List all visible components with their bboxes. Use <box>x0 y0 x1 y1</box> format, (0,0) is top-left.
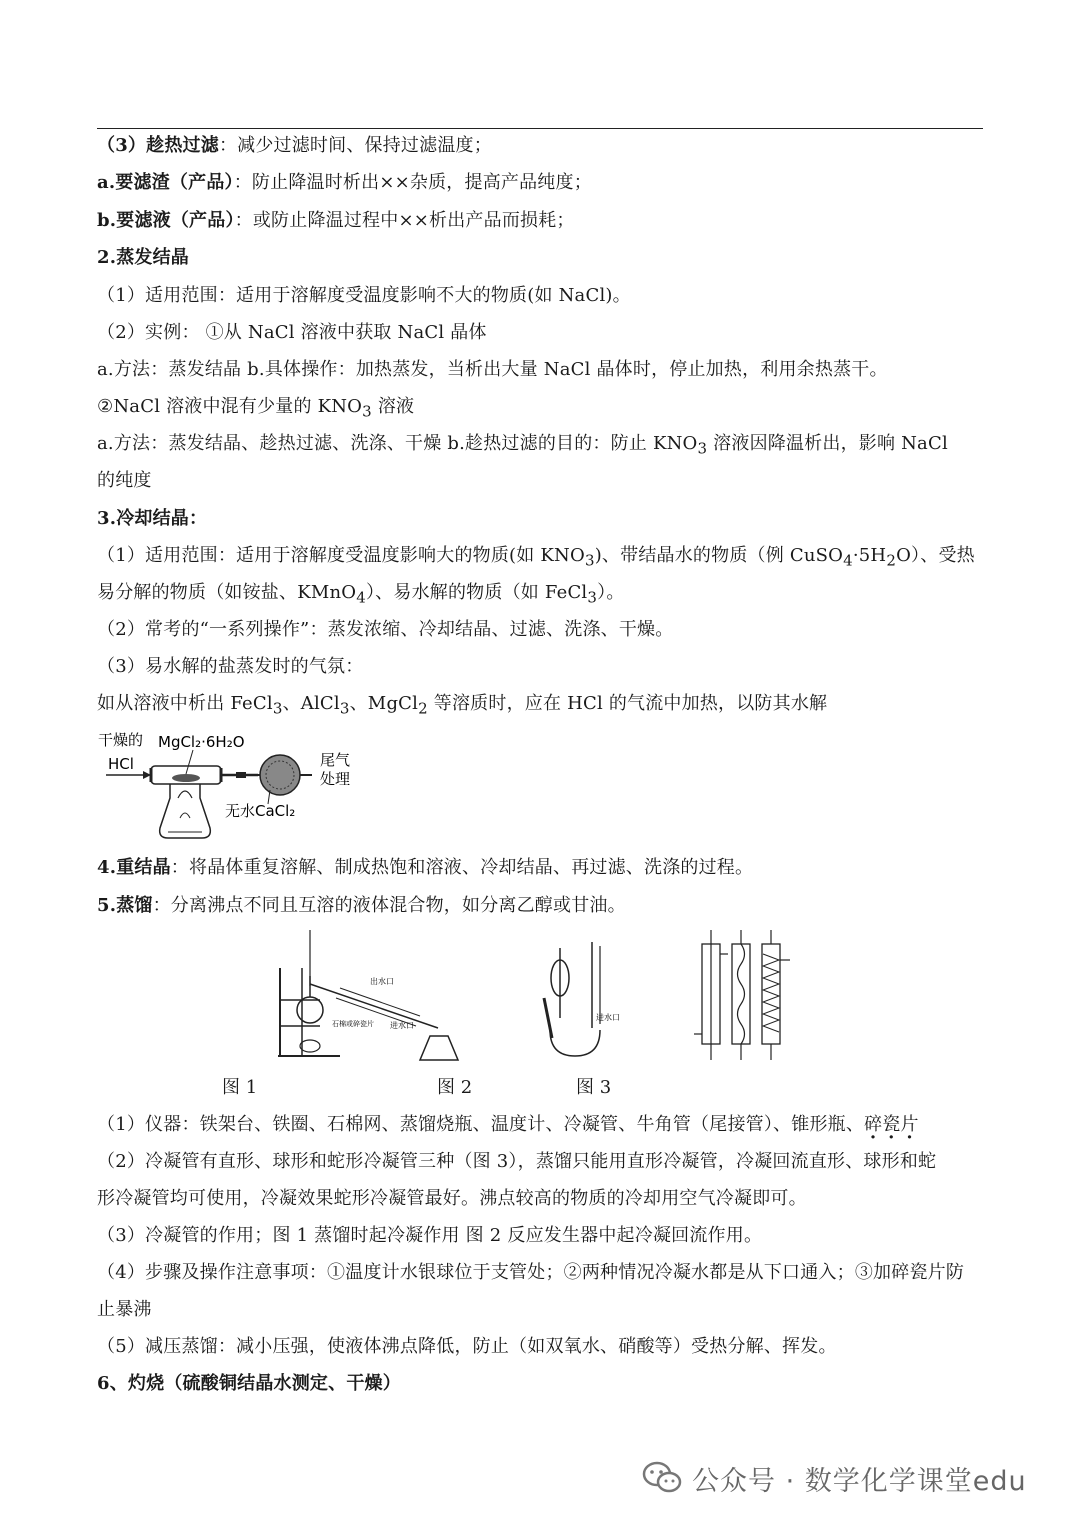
bulb-condenser-coil <box>738 944 745 1044</box>
line-evap-method2: a.方法：蒸发结晶、趁热过滤、洗涤、干燥 b.趁热过滤的目的：防止 $KNO_3$ 溶液因降温析出，影响 NaCl <box>97 433 948 458</box>
header-rule <box>97 128 983 129</box>
three-neck-flask <box>550 1030 600 1056</box>
condensers-drawing <box>688 930 800 1065</box>
line-condenser-effect: 形冷凝管均可使用，冷凝效果蛇形冷凝管最好。沸点较高的物质的冷却用空气冷凝即可。 <box>97 1188 807 1209</box>
mgcl2-sample <box>172 774 200 782</box>
caption-figure-2: 图 2 <box>437 1077 473 1098</box>
reflux-apparatus-drawing <box>530 938 620 1063</box>
label-hcl: HCl <box>108 755 134 773</box>
line-recrystallization: 4.重结晶：将晶体重复溶解、制成热饱和溶液、冷却结晶、再过滤、洗涤的过程。 <box>97 857 754 878</box>
line-distillation: 5.蒸馏：分离沸点不同且互溶的液体混合物，如分离乙醇或甘油。 <box>97 895 626 916</box>
heading-evaporation: 2.蒸发结晶 <box>97 247 189 268</box>
fig1-stone-label: 石棉或碎瓷片 <box>332 1020 374 1028</box>
line-cool-decompose: 易分解的物质（如铵盐、KMnO$_4$）、易水解的物质（如 FeCl$_3$）。 <box>97 582 625 607</box>
line-hcl-stream: 如从溶液中析出 FeCl$_3$、AlCl$_3$、MgCl$_2$ 等溶质时，应在 HCl 的气流中加热，以防其水解 <box>97 693 828 718</box>
hot-filtration-label: （3）趁热过滤 <box>97 135 219 156</box>
line-evap-mixture: ②NaCl 溶液中混有少量的 $KNO_3$ 溶液 <box>97 396 415 421</box>
line-hydrolysis: （3）易水解的盐蒸发时的气氛： <box>97 656 364 677</box>
caption-figure-1: 图 1 <box>222 1077 258 1098</box>
line-filter-residue: a.要滤渣（产品）：防止降温时析出××杂质，提高产品纯度； <box>97 172 592 193</box>
line-vacuum-distillation: （5）减压蒸馏：减小压强，使液体沸点降低，防止（如双氧水、硝酸等）受热分解、挥发。 <box>97 1336 837 1357</box>
emphasis-char: 碎 <box>864 1114 883 1135</box>
heading-ignition: 6、灼烧（硫酸铜结晶水测定、干燥） <box>97 1373 401 1394</box>
fig1-water-outlet: 出水口 <box>370 977 394 986</box>
flame-icon <box>178 791 192 798</box>
line-steps: （4）步骤及操作注意事项：①温度计水银球位于支管处；②两种情况冷凝水都是从下口通入；③加碎瓷片防 <box>97 1262 965 1283</box>
line-cool-range: （1）适用范围：适用于溶解度受温度影响大的物质(如 $KNO_3$)、带结晶水的物质（例 $CuSO_4\cdot 5H_2O$）、受热 <box>97 545 975 570</box>
distillation-apparatus-drawing <box>270 928 470 1063</box>
line-evap-example: （2）实例： ①从 NaCl 溶液中获取 NaCl 晶体 <box>97 322 487 343</box>
line-evap-range: （1）适用范围：适用于溶解度受温度影响不大的物质(如 NaCl)。 <box>97 285 631 306</box>
line-bumping: 止暴沸 <box>97 1299 152 1320</box>
line-hot-filtration: （3）趁热过滤：减少过滤时间、保持过滤温度； <box>97 135 492 156</box>
alcohol-lamp <box>160 784 211 838</box>
figure-hcl-drying-apparatus <box>98 728 368 843</box>
label-mgcl2: MgCl₂·6H₂O <box>158 733 245 751</box>
line-evap-method: a.方法：蒸发结晶 b.具体操作：加热蒸发，当析出大量 NaCl 晶体时，停止加热，利用余热蒸干。 <box>97 359 888 380</box>
emphasis-char: 瓷 <box>882 1114 901 1135</box>
watermark-text: 公众号 · 数学化学课堂edu <box>692 1465 1027 1497</box>
label-treatment: 处理 <box>320 770 351 788</box>
wechat-icon <box>642 1461 682 1495</box>
line-series-ops: （2）常考的“一系列操作”：蒸发浓缩、冷却结晶、过滤、洗涤、干燥。 <box>97 619 674 640</box>
line-instruments: （1）仪器：铁架台、铁圈、石棉网、蒸馏烧瓶、温度计、冷凝管、牛角管（尾接管）、锥形瓶、碎瓷片 <box>97 1114 919 1135</box>
caption-figure-3: 图 3 <box>576 1077 612 1098</box>
label-dry: 干燥的 <box>98 731 144 749</box>
line-filtrate: b.要滤液（产品）：或防止降温过程中××析出产品而损耗； <box>97 210 575 231</box>
conical-flask <box>420 1036 458 1060</box>
label-tail-gas: 尾气 <box>320 751 351 769</box>
fig2-water-inlet: 进水口 <box>596 1013 620 1022</box>
figure-1-distillation <box>270 928 470 1063</box>
bulb-condenser <box>732 944 750 1044</box>
tube-joint <box>236 772 246 778</box>
distilling-flask <box>297 997 323 1023</box>
heading-cooling: 3.冷却结晶： <box>97 508 208 529</box>
line-purity: 的纯度 <box>97 470 152 491</box>
hcl-apparatus-drawing <box>98 728 368 843</box>
line-condenser-types: （2）冷凝管有直形、球形和蛇形冷凝管三种（图 3），蒸馏只能用直形冷凝管，冷凝回流直形、球形和蛇 <box>97 1151 937 1172</box>
figure-3-condensers <box>688 930 800 1065</box>
line-condenser-role: （3）冷凝管的作用；图 1 蒸馏时起冷凝作用 图 2 反应发生器中起冷凝回流作用。 <box>97 1225 763 1246</box>
thermometer-2 <box>544 998 552 1038</box>
watermark <box>642 1456 1027 1500</box>
lamp-wick <box>180 813 190 818</box>
fig1-water-inlet: 进水口 <box>390 1021 414 1030</box>
label-cacl2: 无水CaCl₂ <box>225 802 296 820</box>
alcohol-lamp-1 <box>300 1040 320 1052</box>
condenser-tube <box>310 984 438 1028</box>
emphasis-char: 片 <box>900 1114 919 1135</box>
condenser-jacket-top <box>340 988 420 1016</box>
figure-2-reflux <box>530 938 620 1063</box>
coil-condenser-spiral <box>763 954 779 1032</box>
mgcl2-leader-line <box>186 750 193 774</box>
